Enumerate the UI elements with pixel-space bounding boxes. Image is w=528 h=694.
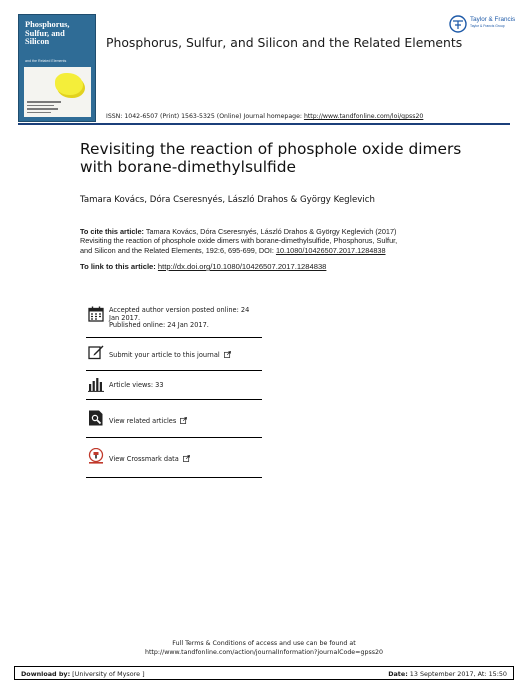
info-row-accepted: [86, 302, 262, 338]
article-link[interactable]: http://dx.doi.org/10.1080/10426507.2017.1284838: [157, 262, 327, 271]
external-link-icon: [180, 417, 187, 424]
citation-line-2: Revisiting the reaction of phosphole oxide dimers with borane-dimethylsulfide, Phosphorus, Sulfur,: [80, 236, 398, 246]
cover-crystal-image: [55, 73, 83, 95]
citation-line-3: and Silicon and the Related Elements, 192:6, 695-699, DOI:: [80, 245, 276, 255]
issn-line: [106, 113, 423, 120]
external-link-icon: [183, 455, 190, 462]
terms-link[interactable]: http://www.tandfonline.com/action/journalInformation?journalCode=gpss20: [144, 648, 384, 656]
info-row-related[interactable]: [86, 400, 262, 438]
accepted-line-2: Jan 2017.: [109, 313, 141, 322]
citation-line-1: Tamara Kovács, Dóra Cseresnyés, László Drahos & György Keglevich (2017): [143, 227, 397, 236]
download-footer: [14, 666, 514, 680]
calendar-icon: [88, 306, 104, 322]
info-row-views: [86, 371, 262, 400]
article-title: [80, 140, 500, 176]
article-authors: Tamara Kovács, Dóra Cseresnyés, László Drahos & György Keglevich: [80, 195, 375, 205]
date-label: Date:: [388, 670, 408, 678]
citation-block: [80, 227, 480, 255]
edit-icon: [88, 344, 104, 360]
terms-line-1: Full Terms & Conditions of access and use can be found at: [172, 640, 356, 647]
related-articles-label[interactable]: View related articles: [109, 417, 177, 425]
info-row-submit[interactable]: [86, 338, 262, 371]
external-link-icon: [224, 351, 231, 358]
download-date: [388, 670, 507, 678]
link-label: To link to this article:: [80, 262, 158, 271]
issn-text: ISSN: 1042-6507 (Print) 1563-5325 (Online) Journal homepage:: [106, 113, 304, 120]
link-line: [80, 262, 326, 271]
cover-subtitle: and the Related Elements: [25, 59, 67, 63]
journal-cover-image: [18, 14, 96, 122]
published-date-text: Published online: 24 Jan 2017.: [109, 321, 209, 330]
bar-chart-icon: [88, 376, 104, 392]
doi-link[interactable]: 10.1080/10426507.2017.1284838: [275, 245, 386, 255]
crossmark-link[interactable]: [109, 455, 190, 464]
download-label: Download by:: [21, 670, 71, 678]
submit-article-label[interactable]: Submit your article to this journal: [109, 351, 220, 359]
header-divider: [18, 123, 510, 125]
info-row-crossmark[interactable]: [86, 438, 262, 478]
publisher-tagline: Taylor & Francis Group: [470, 24, 505, 28]
submit-article-link[interactable]: [109, 351, 231, 360]
accepted-line-1: Accepted author version posted online: 24: [109, 306, 250, 314]
download-value: [University of Mysore ]: [70, 670, 145, 678]
article-title-line-2: with borane-dimethylsulfide: [80, 158, 296, 176]
cover-title: Phosphorus, Sulfur, and Silicon: [25, 20, 70, 47]
journal-homepage-link[interactable]: http://www.tandfonline.com/loi/gpss20: [303, 113, 424, 120]
cover-text-lines: [27, 101, 61, 115]
crossmark-label[interactable]: View Crossmark data: [109, 455, 179, 463]
search-document-icon: [88, 410, 104, 426]
related-articles-link[interactable]: [109, 417, 187, 426]
article-title-line-1: Revisiting the reaction of phosphole oxide dimers: [80, 140, 462, 158]
download-info: [21, 670, 145, 678]
accepted-date-text: [109, 307, 249, 330]
crossmark-icon: [88, 448, 104, 464]
article-views-text: Article views: 33: [109, 381, 164, 389]
publisher-name: Taylor & Francis: [470, 16, 516, 23]
date-value: 13 September 2017, At: 15:50: [407, 670, 507, 678]
journal-title[interactable]: Phosphorus, Sulfur, and Silicon and the Related Elements: [106, 35, 463, 50]
citation-label: To cite this article:: [80, 227, 144, 236]
article-info-list: [86, 302, 262, 478]
terms-notice: [0, 640, 528, 657]
